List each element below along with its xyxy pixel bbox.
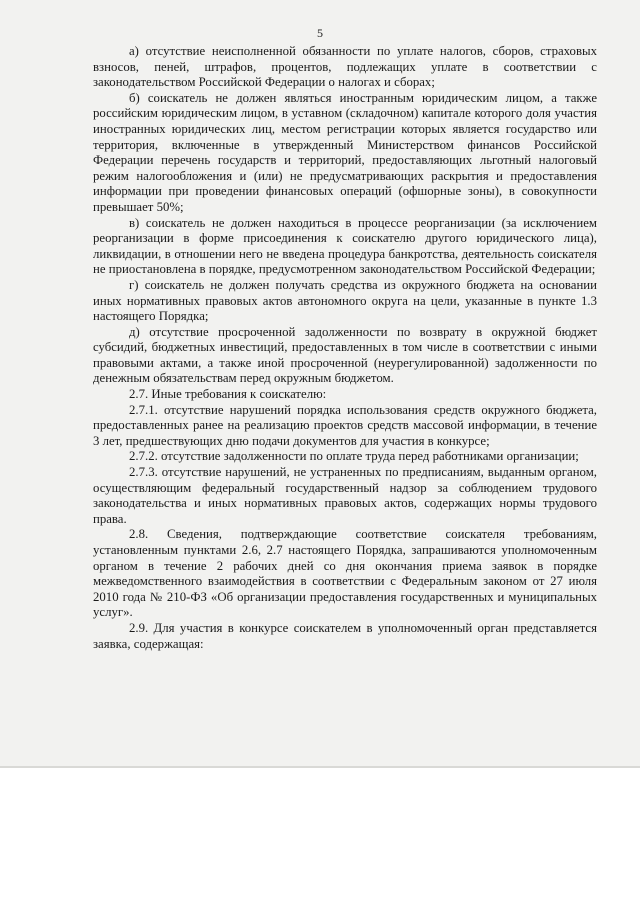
paragraph-g: г) соискатель не должен получать средства из окружного бюджета на основании иных нормативных правовых актов автономного округа на цели, указанные в пункте 1.3 настоящего Порядка;	[93, 277, 597, 324]
paragraph-2-8: 2.8. Сведения, подтверждающие соответствие соискателя требованиям, установленным пунктами 2.6, 2.7 настоящего Порядка, запрашиваются уполномоченным органом в течение 2 рабочих дней со дня окончания приема заявок в порядке межведомственного взаимодействия в соответствии с Федеральным законом от 27 июля 2010 года № 210-ФЗ «Об организации предоставления государственных и муниципальных услуг».	[93, 527, 597, 620]
paragraph-v: в) соискатель не должен находиться в процессе реорганизации (за исключением реорганизации в форме присоединения к соискателю другого юридического лица), ликвидации, в отношении него не введена процедура банкротства, деятельность соискателя не приостановлена в порядке, предусмотренном законодательством Российской Федерации;	[93, 215, 597, 277]
paragraph-d: д) отсутствие просроченной задолженности по возврату в окружной бюджет субсидий, бюджетных инвестиций, предоставленных в том числе в соответствии с иными правовыми актами, а также иной просроченной (неурегулированной) задолженности по денежным обязательствам перед окружным бюджетом.	[93, 324, 597, 386]
section-2-7-heading: 2.7. Иные требования к соискателю:	[129, 387, 327, 402]
paragraph-2-7-3: 2.7.3. отсутствие нарушений, не устраненных по предписаниям, выданным органом, осуществляющим федеральный государственный надзор за соблюдением трудового законодательства и иных нормативных правовых актов, содержащих нормы трудового права.	[93, 465, 597, 526]
paragraph-b: б) соискатель не должен являться иностранным юридическим лицом, а также российским юридическим лицом, в уставном (складочном) капитале которого доля участия иностранных юридических лиц, местом регистрации которых является государство или территория, включенные в утвержденный Министерством финансов Российской Федерации перечень государств и территорий, предоставляющих льготный налоговый режим налогообложения и (или) не предусматривающих раскрытия и предоставления информации при проведении финансовых операций (офшорные зоны), в совокупности превышает 50%;	[93, 90, 597, 214]
paragraph-2-9: 2.9. Для участия в конкурсе соискателем в уполномоченный орган представляется заявка, содержащая:	[93, 620, 597, 651]
paragraph-2-7-2: 2.7.2. отсутствие задолженности по оплате труда перед работниками организации;	[129, 449, 579, 464]
page-number: 5	[317, 26, 323, 40]
blank-margin	[0, 768, 640, 905]
paragraph-a: а) отсутствие неисполненной обязанности по уплате налогов, сборов, страховых взносов, пеней, штрафов, процентов, подлежащих уплате в соответствии с законодательством Российской Федерации о налогах и сборах;	[93, 44, 597, 90]
document-body	[93, 44, 597, 652]
paragraph-2-7-1: 2.7.1. отсутствие нарушений порядка использования средств окружного бюджета, предоставленных ранее на реализацию проектов средств массовой информации, в течение 3 лет, предшествующих дню подачи документов для участия в конкурсе;	[93, 402, 597, 448]
